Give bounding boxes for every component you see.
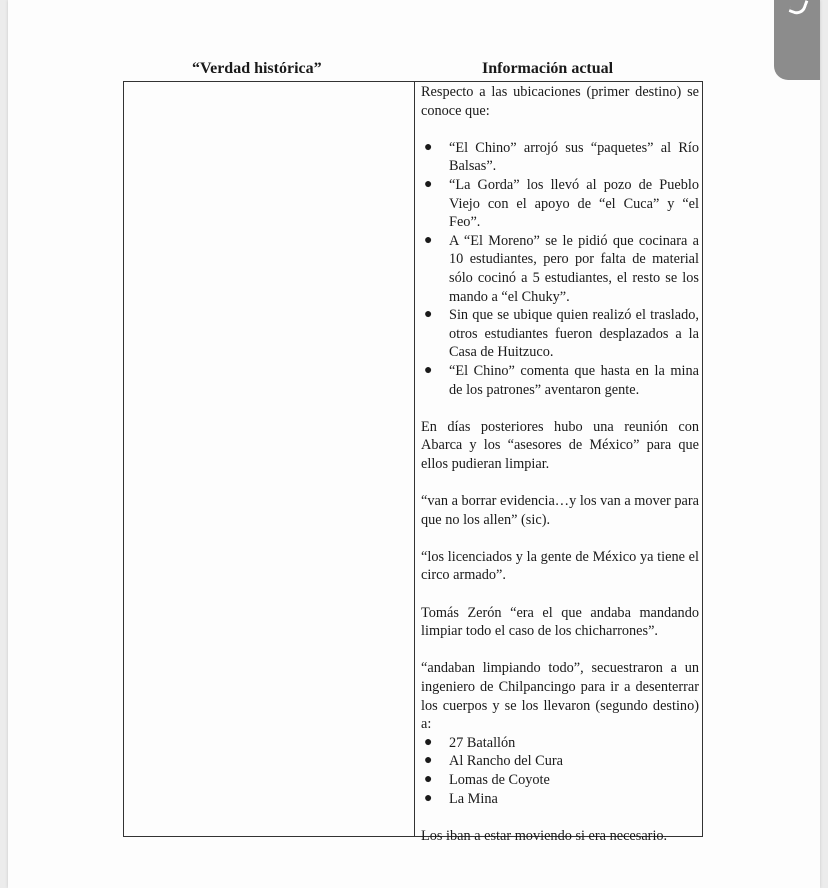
list-item: ● 27 Batallón <box>424 734 516 751</box>
paragraph-segundo-destino: “andaban limpiando todo”, secuestraron a un ingeniero de Chilpancingo para ir a desenterrar los cuerpos y se los llevaron (segundo destino) a: <box>421 660 699 733</box>
list-item: ● “El Chino” comenta que hasta en la mina de los patrones” aventaron gente. <box>424 362 699 398</box>
header-verdad-historica: “Verdad histórica” <box>192 60 322 77</box>
bullet-icon: ● <box>424 734 433 750</box>
list-item: ● Lomas de Coyote <box>424 771 550 788</box>
bullet-icon: ● <box>424 176 433 192</box>
bullet-icon: ● <box>424 771 433 787</box>
bullet-icon: ● <box>424 307 433 323</box>
list-item: ● “El Chino” arrojó sus “paquetes” al Río Balsas”. <box>424 139 699 175</box>
closing-text: Los iban a estar moviendo si era necesario. <box>421 827 668 844</box>
informacion-actual-cell <box>421 83 699 845</box>
list-item: ● Sin que se ubique quien realizó el traslado, otros estudiantes fueron desplazados a la Casa de Huitzuco. <box>424 307 699 361</box>
column-divider <box>414 82 415 836</box>
list-item: ● A “El Moreno” se le pidió que cocinara a 10 estudiantes, pero por falta de material sólo cocinó a 5 estudiantes, el resto se los mando a “el Chuky”. <box>424 232 699 305</box>
second-destination-list <box>421 734 699 808</box>
bullet-icon: ● <box>424 790 433 806</box>
bullet-icon: ● <box>424 139 433 155</box>
list-item: ● “La Gorda” los llevó al pozo de Pueblo Viejo con el apoyo de “el Cuca” y “el Feo”. <box>424 176 699 231</box>
list-item: ● Al Rancho del Cura <box>424 753 563 770</box>
bullet-icon: ● <box>424 362 433 378</box>
corner-arrow-icon <box>789 0 809 17</box>
bullet-icon: ● <box>424 753 433 769</box>
paragraph-reunion: En días posteriores hubo una reunión con Abarca y los “asesores de México” para que ellos pudieran limpiar. <box>421 418 699 472</box>
paragraph-tomas-zeron: Tomás Zerón “era el que andaba mandando limpiar todo el caso de los chicharrones”. <box>421 604 699 640</box>
first-destination-list <box>421 139 699 399</box>
paragraph-borrar-evidencia: “van a borrar evidencia…y los van a mover para que no los allen” (sic). <box>421 493 699 528</box>
list-item: ● La Mina <box>424 790 498 807</box>
intro-text: Respecto a las ubicaciones (primer destino) se conoce que: <box>421 84 699 119</box>
paragraph-circo-armado: “los licenciados y la gente de México ya tiene el circo armado”. <box>421 548 699 584</box>
bullet-icon: ● <box>424 232 433 248</box>
corner-tab[interactable] <box>774 0 820 80</box>
header-informacion-actual: Información actual <box>482 60 614 77</box>
